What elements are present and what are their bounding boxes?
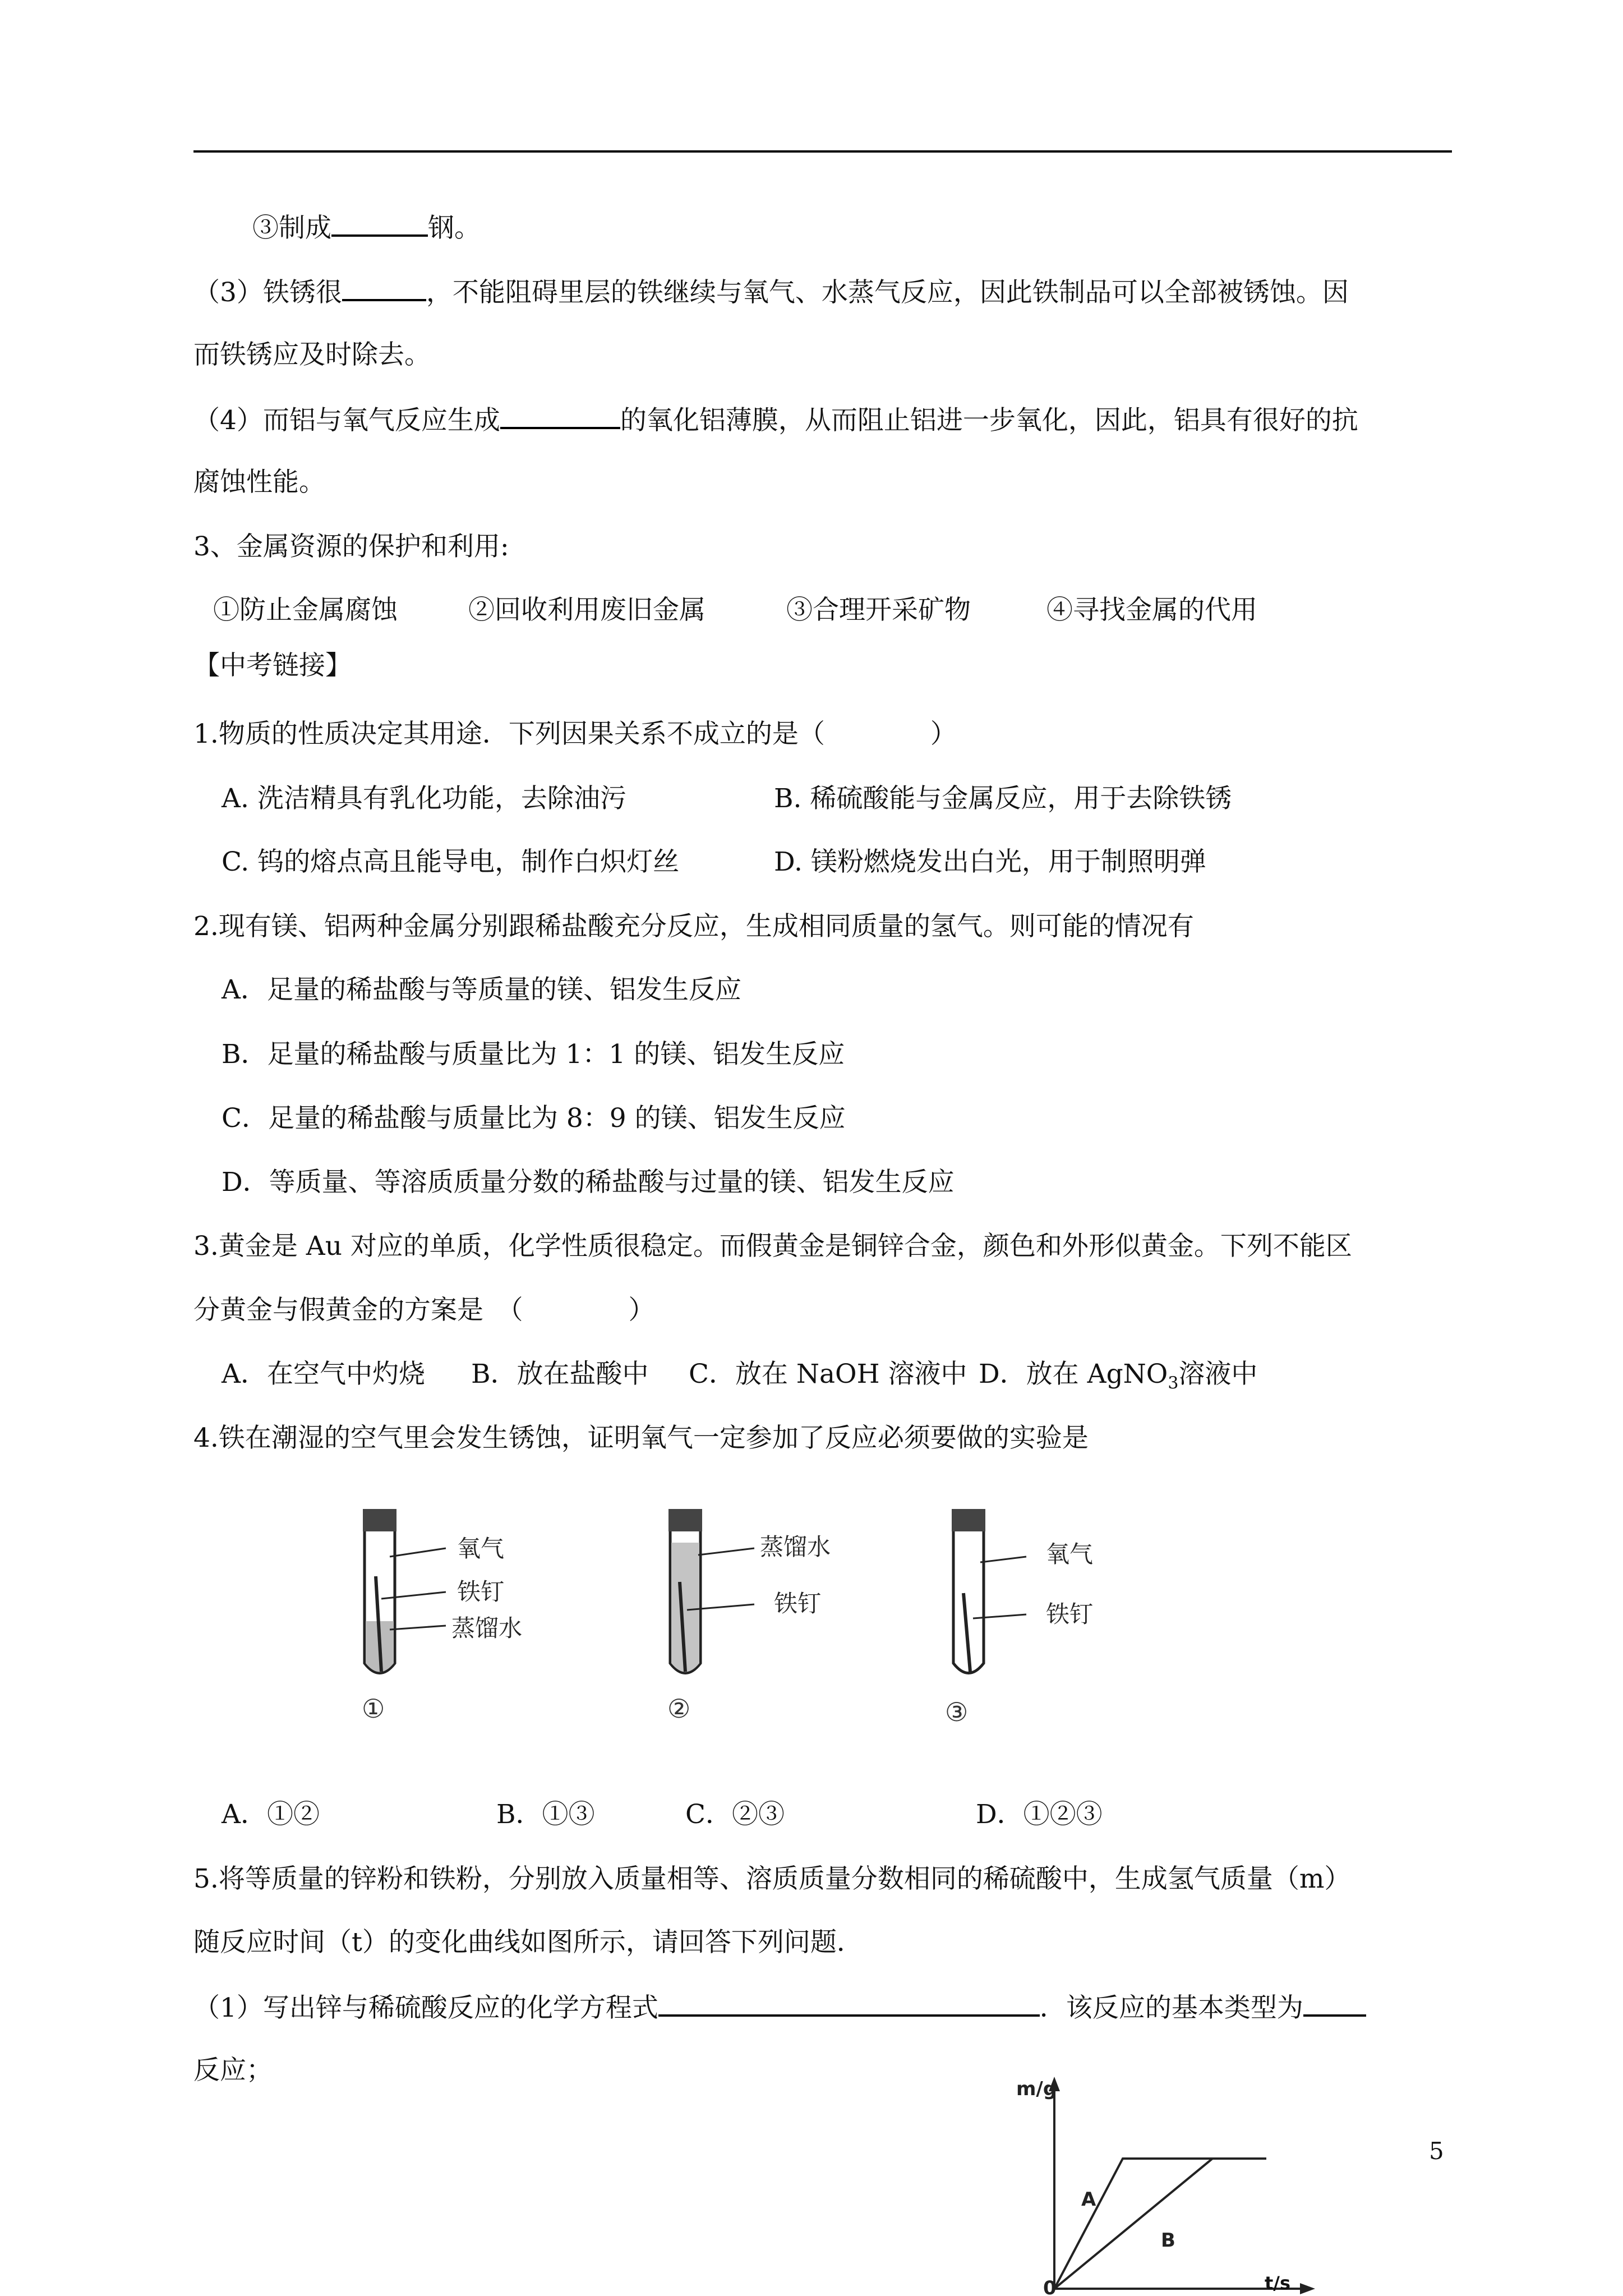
question-4-stem: 4.铁在潮湿的空气里会发生锈蚀，证明氧气一定参加了反应必须要做的实验是 xyxy=(193,1423,1089,1453)
line-made-steel xyxy=(252,209,481,246)
tube1-label-water: 蒸馏水 xyxy=(451,1614,523,1642)
question-2-option-d: D．等质量、等溶质质量分数的稀盐酸与过量的镁、铝发生反应 xyxy=(222,1167,955,1198)
text: ③制成 xyxy=(252,213,331,243)
question-5-sub1-end: 反应； xyxy=(193,2055,273,2086)
tube3-label-oxygen: 氧气 xyxy=(1046,1540,1094,1568)
question-2-option-b: B．足量的稀盐酸与质量比为 1：1 的镁、铝发生反应 xyxy=(222,1039,845,1070)
protection-item-3: ③合理开采矿物 xyxy=(786,595,971,625)
section-heading-exam-link: 【中考链接】 xyxy=(193,650,352,681)
origin-label: 0 xyxy=(1043,2277,1057,2296)
question-5-stem-line2: 随反应时间（t）的变化曲线如图所示，请回答下列问题． xyxy=(193,1927,863,1958)
protection-item-2: ②回收利用废旧金属 xyxy=(468,595,706,625)
line-rust-loose xyxy=(193,273,1349,311)
question-1-option-b: B. 稀硫酸能与金属反应，用于去除铁锈 xyxy=(774,783,1232,814)
answer-blank[interactable] xyxy=(500,401,620,429)
section-heading-3: 3、金属资源的保护和利用: xyxy=(193,531,509,562)
line-aluminum-film xyxy=(193,401,1358,439)
question-5-sub1 xyxy=(193,1989,1366,2026)
text: （4）而铝与氧气反应生成 xyxy=(193,405,500,436)
line-corrosion-resistance: 腐蚀性能。 xyxy=(193,467,325,498)
text: ．该反应的基本类型为 xyxy=(1039,1993,1303,2023)
question-2-option-c: C．足量的稀盐酸与质量比为 8：9 的镁、铝发生反应 xyxy=(222,1103,846,1134)
x-axis-arrow xyxy=(1300,2283,1315,2294)
test-tubes-figure xyxy=(336,1492,1150,1739)
text: 溶液中 xyxy=(1178,1359,1258,1389)
question-4-option-c: C．②③ xyxy=(685,1799,785,1830)
question-3-stem-line1: 3.黄金是 Au 对应的单质，化学性质很稳定。而假黄金是铜锌合金，颜色和外形似黄金。下列不能区 xyxy=(193,1231,1352,1262)
curve-a xyxy=(1054,2159,1266,2289)
mass-time-graph xyxy=(1004,2064,1340,2296)
question-4-option-a: A．①② xyxy=(222,1799,320,1830)
question-1-stem: 1.物质的性质决定其用途．下列因果关系不成立的是（ ） xyxy=(193,719,957,749)
tube1-label-nail: 铁钉 xyxy=(457,1578,505,1605)
text: 的氧化铝薄膜，从而阻止铝进一步氧化，因此，铝具有很好的抗 xyxy=(620,405,1358,436)
text: （1）写出锌与稀硫酸反应的化学方程式 xyxy=(193,1993,658,2023)
page-number: 5 xyxy=(1429,2137,1444,2165)
tube2-label-water: 蒸馏水 xyxy=(760,1533,831,1561)
tube3-label-nail: 铁钉 xyxy=(1046,1600,1094,1628)
answer-blank[interactable] xyxy=(331,209,428,237)
header-rule xyxy=(193,150,1452,153)
iron-nail xyxy=(963,1593,970,1672)
answer-blank-equation[interactable] xyxy=(658,1989,1040,2017)
text: 钢。 xyxy=(428,213,481,243)
test-tube-1 xyxy=(362,1509,522,1724)
stopper xyxy=(668,1509,702,1531)
text: （3）铁锈很 xyxy=(193,277,342,308)
y-axis-label: m/g xyxy=(1016,2078,1057,2100)
protection-item-4: ④寻找金属的代用 xyxy=(1046,595,1257,625)
curve-b xyxy=(1054,2159,1212,2289)
question-4-option-b: B．①③ xyxy=(496,1799,595,1830)
tube1-label-oxygen: 氧气 xyxy=(457,1535,505,1562)
question-2-option-a: A．足量的稀盐酸与等质量的镁、铝发生反应 xyxy=(222,974,741,1005)
stopper xyxy=(363,1509,396,1531)
question-1-option-a: A. 洗洁精具有乳化功能，去除油污 xyxy=(222,783,626,814)
test-tube-3 xyxy=(945,1509,1093,1727)
tube1-number: ① xyxy=(362,1694,385,1724)
line-remove-rust: 而铁锈应及时除去。 xyxy=(193,339,431,370)
question-3-option-c: C．放在 NaOH 溶液中 xyxy=(689,1359,967,1389)
answer-blank-reaction-type[interactable] xyxy=(1303,1989,1366,2017)
question-5-stem-line1: 5.将等质量的锌粉和铁粉，分别放入质量相等、溶质质量分数相同的稀硫酸中，生成氢气质量（m） xyxy=(193,1864,1351,1894)
text: D．放在 AgNO xyxy=(979,1359,1168,1389)
question-3-stem-line2: 分黄金与假黄金的方案是 （ ） xyxy=(193,1295,655,1326)
test-tube-2 xyxy=(667,1509,831,1724)
answer-blank[interactable] xyxy=(342,273,426,301)
question-3-option-b: B．放在盐酸中 xyxy=(471,1359,649,1389)
question-2-stem: 2.现有镁、铝两种金属分别跟稀盐酸充分反应，生成相同质量的氢气。则可能的情况有 xyxy=(193,911,1194,942)
question-3-option-d xyxy=(979,1356,1257,1401)
tube3-number: ③ xyxy=(945,1697,969,1727)
question-4-option-d: D．①②③ xyxy=(976,1799,1103,1830)
stopper xyxy=(952,1509,985,1531)
question-1-option-d: D. 镁粉燃烧发出白光，用于制照明弹 xyxy=(774,846,1206,877)
curve-a-label: A xyxy=(1081,2188,1096,2211)
question-1-option-c: C. 钨的熔点高且能导电，制作白炽灯丝 xyxy=(222,846,680,877)
x-axis-label: t/s xyxy=(1265,2272,1291,2294)
question-3-option-a: A．在空气中灼烧 xyxy=(222,1359,425,1389)
text: ，不能阻碍里层的铁继续与氧气、水蒸气反应，因此铁制品可以全部被锈蚀。因 xyxy=(426,277,1349,308)
curve-b-label: B xyxy=(1161,2229,1175,2252)
tube2-label-nail: 铁钉 xyxy=(774,1590,822,1617)
subscript: 3 xyxy=(1168,1373,1179,1393)
tube2-number: ② xyxy=(667,1694,691,1724)
protection-item-1: ①防止金属腐蚀 xyxy=(213,595,398,625)
